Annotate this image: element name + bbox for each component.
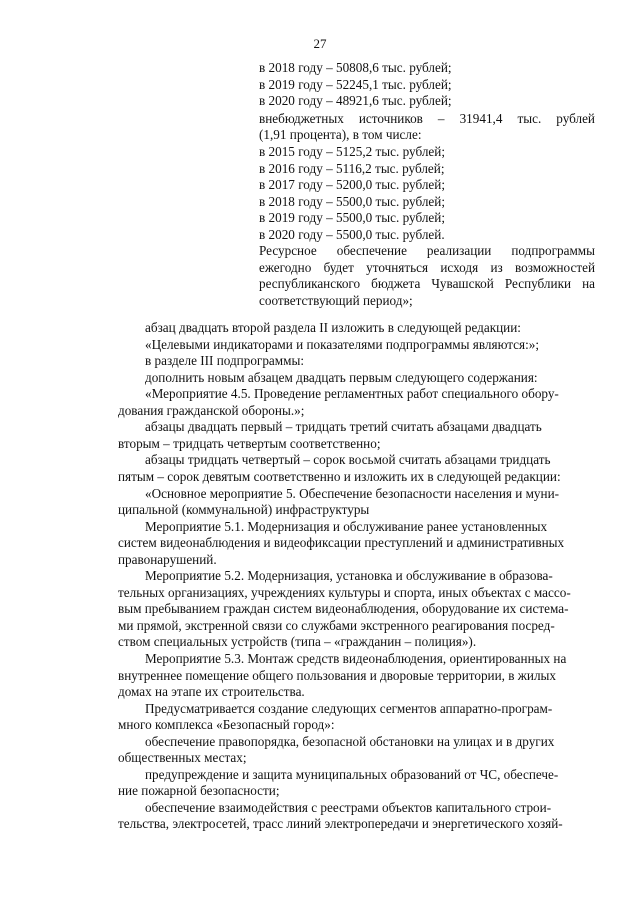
text-line: обеспечение правопорядка, безопасной обстановки на улицах и в других [145, 734, 555, 749]
text-line: соответствующий период»; [259, 293, 413, 308]
text-line: в 2017 году – 5200,0 тыс. рублей; [259, 177, 445, 192]
text-line: Мероприятие 5.2. Модернизация, установка и обслуживание в образова- [145, 568, 553, 583]
text-line: в 2019 году – 5500,0 тыс. рублей; [259, 210, 445, 225]
text-line: тельства, электросетей, трасс линий электропередачи и энергетического хозяй- [118, 816, 563, 831]
text-line: дополнить новым абзацем двадцать первым следующего содержания: [145, 370, 538, 385]
text-line: внебюджетных источников – 31941,4 тыс. рублей [259, 111, 595, 126]
text-line: в 2018 году – 5500,0 тыс. рублей; [259, 194, 445, 209]
text-line: общественных местах; [118, 750, 247, 765]
text-line: внутреннее помещение общего пользования и дворовые территории, в жилых [118, 668, 556, 683]
text-line: предупреждение и защита муниципальных образований от ЧС, обеспече- [145, 767, 559, 782]
text-line: абзацы тридцать четвертый – сорок восьмой считать абзацами тридцать [145, 452, 551, 467]
text-line: абзац двадцать второй раздела II изложить в следующей редакции: [145, 320, 521, 335]
text-line: тельных организациях, учреждениях культуры и спорта, иных объектах с массо- [118, 585, 571, 600]
text-line: ством специальных устройств (типа – «гражданин – полиция»). [118, 634, 477, 649]
text-line: «Мероприятие 4.5. Проведение регламентных работ специального обору- [145, 386, 559, 401]
text-line: абзацы двадцать первый – тридцать третий считать абзацами двадцать [145, 419, 542, 434]
text-line: ципальной (коммунальной) инфраструктуры [118, 502, 370, 517]
text-line: в 2019 году – 52245,1 тыс. рублей; [259, 77, 452, 92]
text-line: Ресурсное обеспечение реализации подпрограммы [259, 243, 595, 258]
text-line: много комплекса «Безопасный город»: [118, 717, 335, 732]
text-line: ежегодно будет уточняться исходя из возможностей [259, 260, 595, 275]
text-line: «Целевыми индикаторами и показателями подпрограммы являются:»; [145, 337, 540, 352]
text-line: Мероприятие 5.1. Модернизация и обслуживание ранее установленных [145, 519, 548, 534]
text-line: Предусматривается создание следующих сегментов аппаратно-програм- [145, 701, 553, 716]
text-line: ние пожарной безопасности; [118, 783, 280, 798]
text-line: (1,91 процента), в том числе: [259, 127, 422, 142]
text-line: в 2015 году – 5125,2 тыс. рублей; [259, 144, 445, 159]
text-line: в 2016 году – 5116,2 тыс. рублей; [259, 161, 445, 176]
text-line: Мероприятие 5.3. Монтаж средств видеонаблюдения, ориентированных на [145, 651, 567, 666]
text-line: «Основное мероприятие 5. Обеспечение безопасности населения и муни- [145, 486, 560, 501]
text-line: правонарушений. [118, 552, 217, 567]
text-line: в 2020 году – 5500,0 тыс. рублей. [259, 227, 445, 242]
text-line: систем видеонаблюдения и видеофиксации преступлений и административных [118, 535, 565, 550]
text-line: в разделе III подпрограммы: [145, 353, 305, 368]
page-number: 27 [313, 36, 327, 51]
text-line: домах на этапе их строительства. [118, 684, 305, 699]
text-line: республиканского бюджета Чувашской Республики на [259, 276, 595, 291]
text-line: в 2020 году – 48921,6 тыс. рублей; [259, 93, 452, 108]
text-line: дования гражданской обороны.»; [118, 403, 305, 418]
text-line: пятым – сорок девятым соответственно и изложить их в следующей редакции: [118, 469, 561, 484]
text-line: в 2018 году – 50808,6 тыс. рублей; [259, 60, 452, 75]
text-line: вым пребыванием граждан систем видеонаблюдения, оборудование их системa- [118, 601, 569, 616]
text-line: вторым – тридцать четвертым соответственно; [118, 436, 381, 451]
text-line: обеспечение взаимодействия с реестрами объектов капитального строи- [145, 800, 552, 815]
text-line: ми прямой, экстренной связи со службами экстренного реагирования посред- [118, 618, 555, 633]
